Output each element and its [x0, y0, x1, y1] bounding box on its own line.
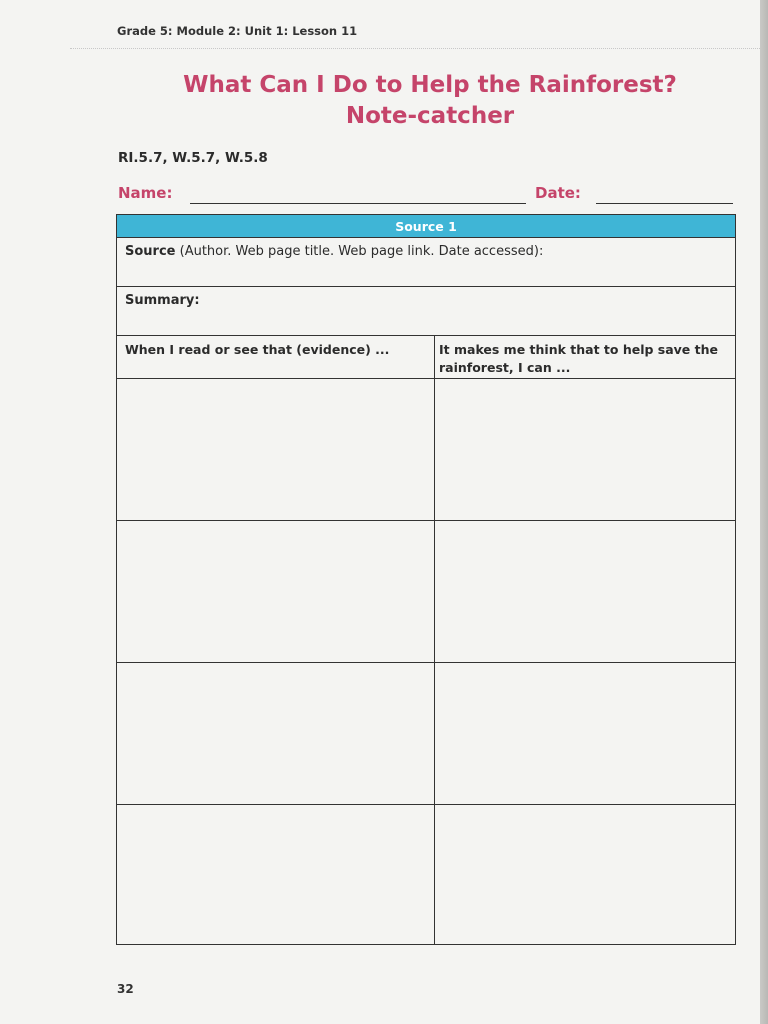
source-prompt — [125, 244, 543, 259]
source-row[interactable] — [117, 238, 735, 287]
lesson-header: Grade 5: Module 2: Unit 1: Lesson 11 — [117, 24, 358, 38]
source-header: Source 1 — [117, 215, 735, 238]
summary-prompt — [125, 293, 200, 308]
note-catcher-table — [116, 214, 736, 945]
name-field[interactable] — [190, 203, 526, 204]
row-divider-2 — [117, 662, 735, 663]
page-title — [120, 70, 740, 132]
title-line-1: What Can I Do to Help the Rainforest? — [183, 72, 677, 98]
standards-label: RI.5.7, W.5.7, W.5.8 — [118, 150, 268, 166]
summary-row[interactable] — [117, 287, 735, 336]
row-divider-3 — [117, 804, 735, 805]
title-line-2: Note-catcher — [345, 103, 515, 129]
column-header-row — [117, 336, 735, 379]
source-label: Source — [125, 244, 176, 259]
thinking-column-header: It makes me think that to help save the rainforest, I can ... — [439, 342, 718, 375]
evidence-column-header: When I read or see that (evidence) ... — [125, 342, 390, 357]
page-number: 32 — [117, 982, 134, 996]
column-divider — [434, 336, 435, 944]
row-divider-1 — [117, 520, 735, 521]
name-label: Name: — [118, 184, 173, 202]
date-field[interactable] — [596, 203, 733, 204]
header-divider — [70, 48, 760, 49]
source-hint: (Author. Web page title. Web page link. Date accessed): — [175, 244, 544, 259]
date-label: Date: — [535, 184, 581, 202]
page-edge — [760, 0, 768, 1024]
summary-label: Summary: — [125, 293, 200, 308]
